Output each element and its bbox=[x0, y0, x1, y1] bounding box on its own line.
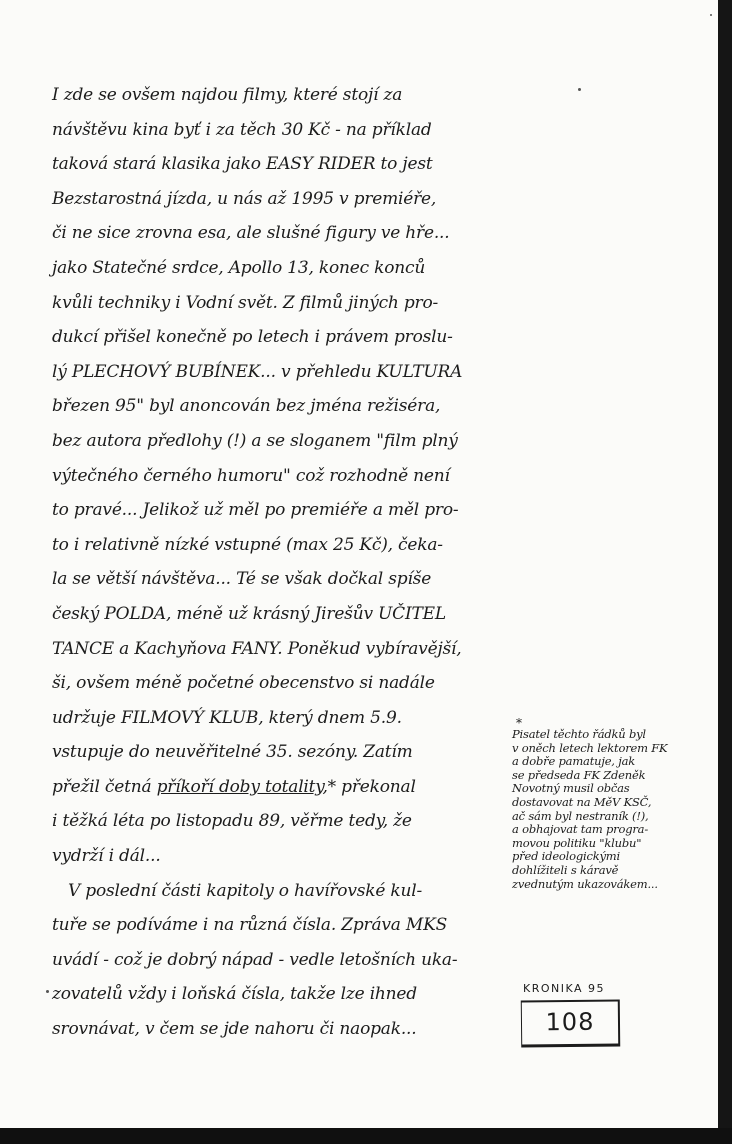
underlined-phrase: příkoří doby totality bbox=[156, 776, 323, 797]
footnote-line: se předseda FK Zdeněk bbox=[512, 767, 646, 782]
footnote-line: a obhajovat tam progra- bbox=[512, 822, 648, 837]
text-line: dukcí přišel konečně po letech i právem proslu- bbox=[52, 327, 453, 348]
text-line: návštěvu kina byť i za těch 30 Kč - na příklad bbox=[52, 119, 432, 140]
text-line: la se větší návštěva... Té se však dočkal spíše bbox=[52, 569, 432, 590]
scan-border-bottom bbox=[0, 1128, 732, 1144]
text-line: lý PLECHOVÝ BUBÍNEK... v přehledu KULTURA bbox=[52, 361, 463, 382]
text-line: vydrží i dál... bbox=[52, 846, 161, 867]
text-line: český POLDA, méně už krásný Jirešův UČITEL bbox=[52, 603, 446, 624]
scan-border-right bbox=[718, 0, 732, 1144]
footnote-line: dohlížiteli s káravě bbox=[512, 862, 619, 877]
main-text-block bbox=[52, 78, 502, 1047]
text-line: uvádí - což je dobrý nápad - vedle letošních uka- bbox=[52, 949, 458, 970]
text-line: udržuje FILMOVÝ KLUB, který dnem 5.9. bbox=[52, 707, 402, 728]
footnote-line: před ideologickými bbox=[512, 849, 620, 864]
text-line: tuře se podíváme i na různá čísla. Zpráva MKS bbox=[52, 915, 448, 936]
paper-speck bbox=[710, 14, 712, 16]
text-line: to i relativně nízké vstupné (max 25 Kč), čeka- bbox=[52, 534, 443, 555]
text-line: jako Statečné srdce, Apollo 13, konec konců bbox=[52, 257, 426, 278]
footnote-line: movou politiku "klubu" bbox=[512, 835, 642, 850]
footnote-line: a dobře pamatuje, jak bbox=[512, 754, 635, 769]
text-line: TANCE a Kachyňova FANY. Poněkud vybíravější, bbox=[52, 638, 462, 659]
footnote-block bbox=[512, 718, 708, 891]
paper-speck bbox=[578, 88, 581, 91]
text-line: taková stará klasika jako EASY RIDER to jest bbox=[52, 154, 433, 175]
text-line: ši, ovšem méně početné obecenstvo si nadále bbox=[52, 673, 435, 694]
text-line: to pravé... Jelikož už měl po premiéře a měl pro- bbox=[52, 500, 459, 521]
text-line: zovatelů vždy i loňská čísla, takže lze ihned bbox=[52, 984, 417, 1005]
text-line-underlined: přežil četná příkoří doby totality,* překonal bbox=[52, 776, 416, 797]
footnote-line: ač sám byl nestraník (!), bbox=[512, 808, 649, 823]
text-line: kvůli techniky i Vodní svět. Z filmů jiných pro- bbox=[52, 292, 439, 313]
text-line: Bezstarostná jízda, u nás až 1995 v premiéře, bbox=[52, 188, 437, 209]
text-line: i těžká léta po listopadu 89, věřme tedy, že bbox=[52, 811, 412, 832]
chronicle-label: KRONIKA 95 bbox=[523, 982, 606, 995]
text-line: I zde se ovšem najdou filmy, které stojí za bbox=[52, 85, 403, 105]
text-line: výtečného černého humoru" což rozhodně není bbox=[52, 465, 450, 486]
footnote-line: v oněch letech lektorem FK bbox=[512, 740, 668, 755]
text-line: březen 95" byl anoncován bez jména režiséra, bbox=[52, 396, 441, 417]
text-line: V poslední části kapitoly o havířovské kul- bbox=[68, 880, 423, 901]
paper-speck bbox=[46, 990, 49, 993]
footnote-line: dostavovat na MěV KSČ, bbox=[512, 794, 652, 809]
text-line: srovnávat, v čem se jde nahoru či naopak... bbox=[52, 1019, 417, 1040]
text-line: vstupuje do neuvěřitelné 35. sezóny. Zatím bbox=[52, 742, 413, 763]
footnote-line: zvednutým ukazovákem... bbox=[512, 876, 658, 891]
footnote-line: Novotný musil občas bbox=[512, 781, 630, 796]
text-line: či ne sice zrovna esa, ale slušné figury ve hře... bbox=[52, 223, 450, 244]
page-number: 108 bbox=[521, 999, 620, 1047]
text-line: bez autora předlohy (!) a se sloganem "film plný bbox=[52, 430, 458, 451]
footnote-line: Pisatel těchto řádků byl bbox=[512, 727, 646, 741]
footnote-marker: * bbox=[516, 716, 522, 730]
